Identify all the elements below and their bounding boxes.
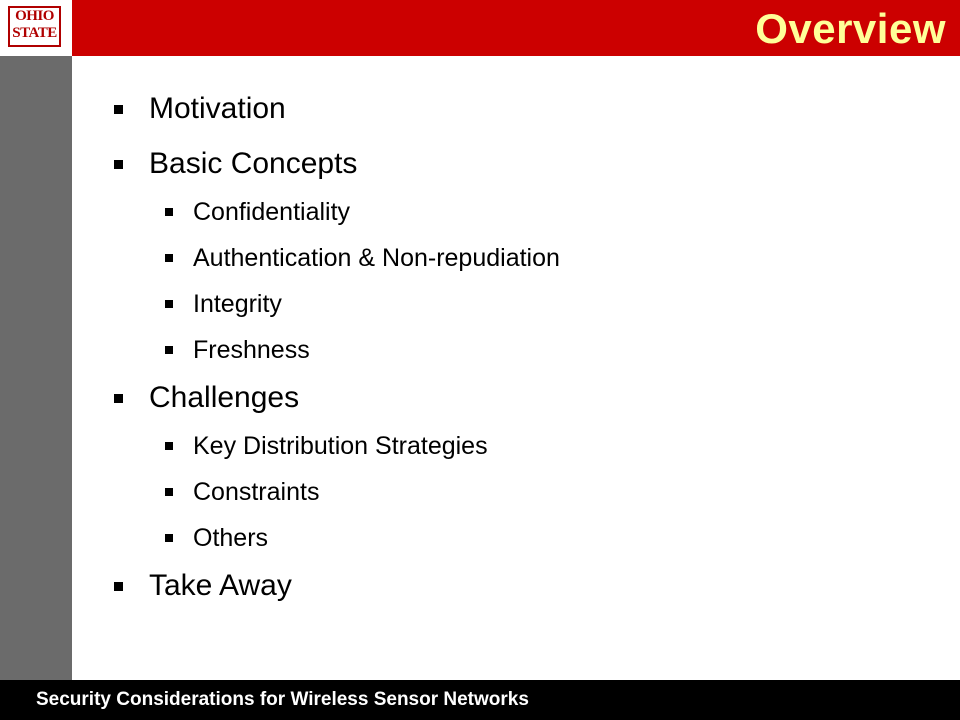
outline-subitem-authentication <box>165 235 914 281</box>
outline-subitem-label: Others <box>193 524 269 552</box>
outline-subitem-label: Confidentiality <box>193 198 351 226</box>
outline-item-label: Motivation <box>149 92 286 125</box>
outline-subitem-label: Key Distribution Strategies <box>193 432 488 460</box>
footer-title: Security Considerations for Wireless Sensor Networks <box>36 689 529 710</box>
footer-bar <box>0 680 960 720</box>
square-bullet-icon <box>114 105 123 114</box>
outline-subitem-label: Freshness <box>193 336 310 364</box>
square-bullet-icon <box>114 160 123 169</box>
square-bullet-icon <box>165 300 173 308</box>
square-bullet-icon <box>165 208 173 216</box>
logo-line-2: STATE <box>12 25 57 41</box>
outline-item-motivation <box>114 84 914 134</box>
outline-subitem-key-distribution <box>165 423 914 469</box>
outline-list <box>114 84 914 611</box>
outline-subitem-label: Integrity <box>193 290 282 318</box>
outline-item-label: Take Away <box>149 569 292 602</box>
ohio-state-logo <box>8 6 61 47</box>
outline-item-label: Basic Concepts <box>149 147 358 180</box>
logo-line-1: OHIO <box>15 8 54 24</box>
outline-item-challenges <box>114 373 914 423</box>
outline-item-basic-concepts <box>114 139 914 189</box>
square-bullet-icon <box>165 534 173 542</box>
outline-subitem-label: Constraints <box>193 478 320 506</box>
slide-title: Overview <box>755 5 946 52</box>
outline-item-label: Challenges <box>149 381 300 414</box>
outline-subitem-constraints <box>165 469 914 515</box>
outline-subitem-label: Authentication & Non-repudiation <box>193 244 560 272</box>
square-bullet-icon <box>165 254 173 262</box>
outline-subitem-integrity <box>165 281 914 327</box>
outline-subitem-confidentiality <box>165 189 914 235</box>
logo-area <box>0 0 72 56</box>
square-bullet-icon <box>165 488 173 496</box>
outline-subitem-others <box>165 515 914 561</box>
square-bullet-icon <box>165 346 173 354</box>
square-bullet-icon <box>114 394 123 403</box>
outline-item-take-away <box>114 561 914 611</box>
square-bullet-icon <box>114 582 123 591</box>
title-bar <box>72 0 960 56</box>
outline-subitem-freshness <box>165 327 914 373</box>
left-sidebar-bar <box>0 0 72 680</box>
square-bullet-icon <box>165 442 173 450</box>
